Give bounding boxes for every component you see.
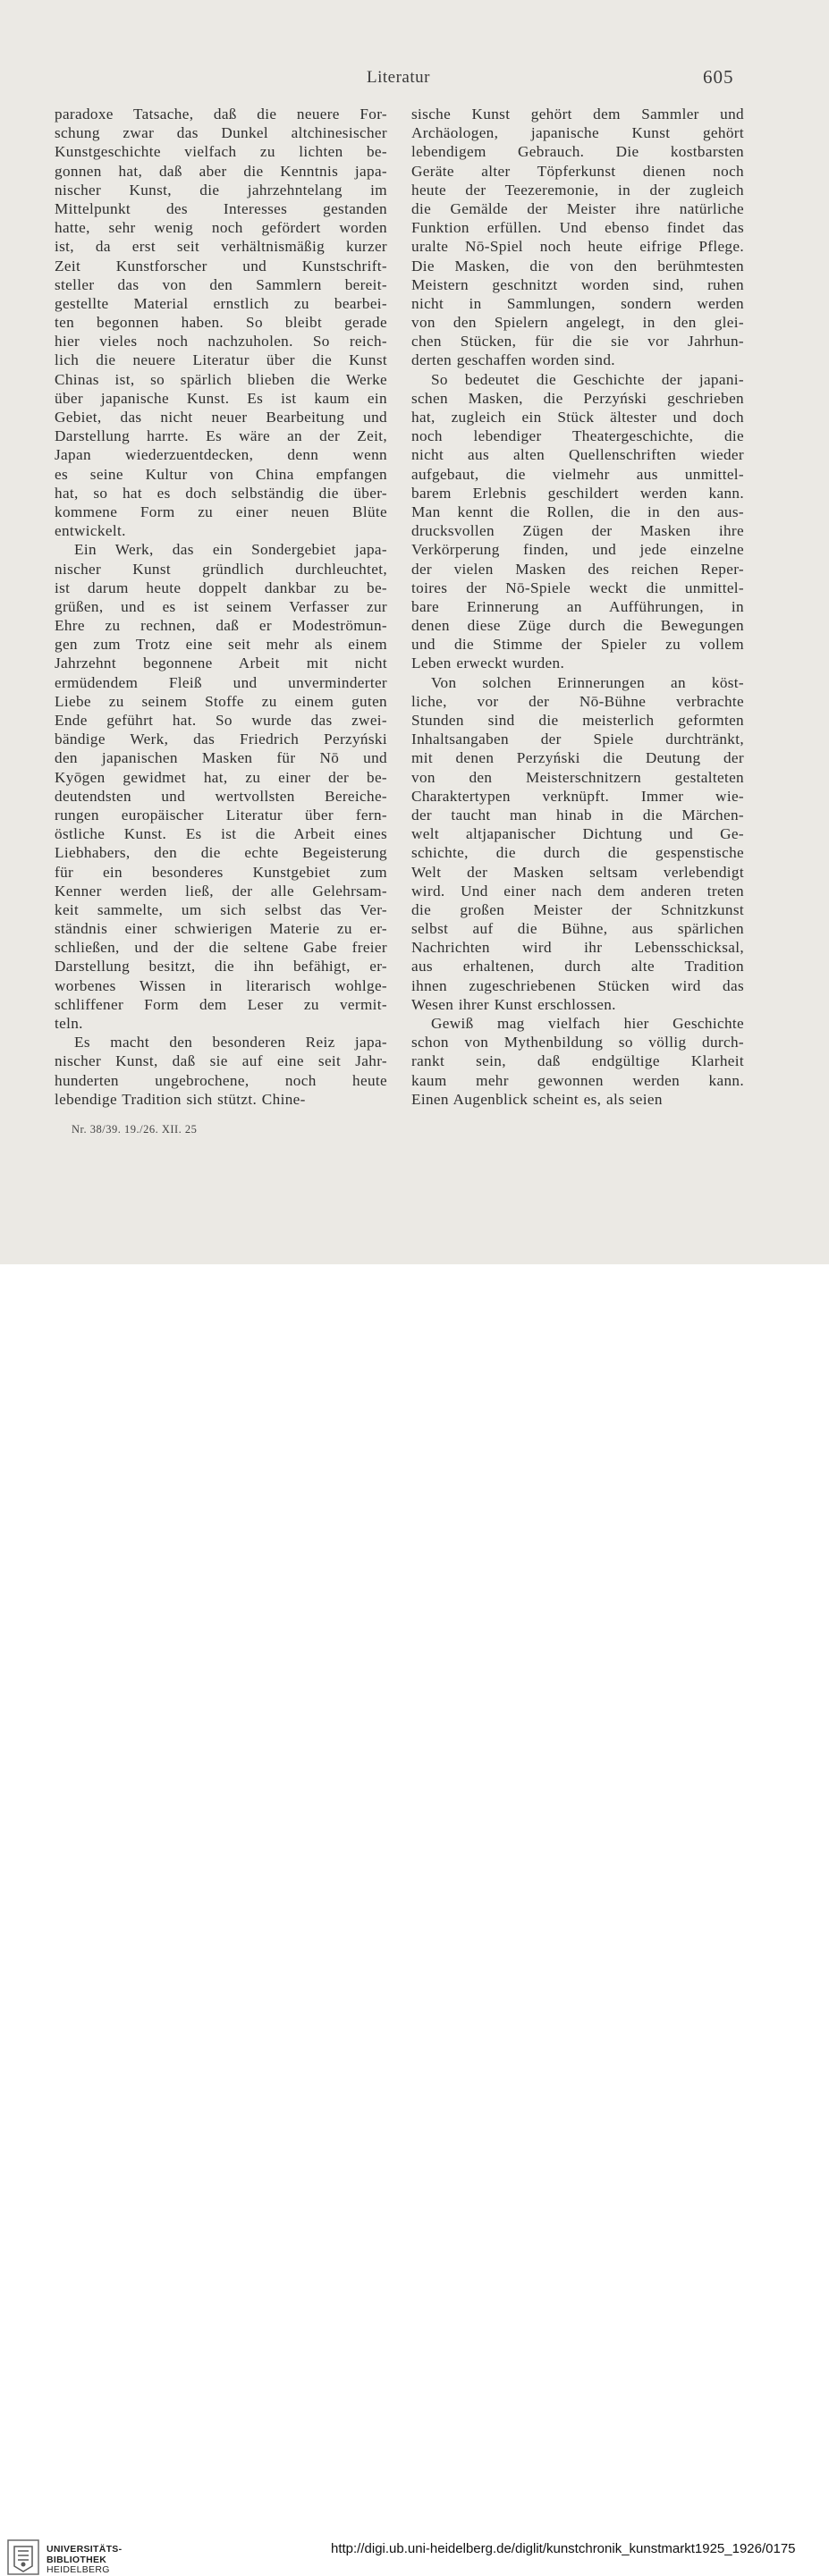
- text-line: noch lebendiger Theatergeschichte, die: [411, 427, 744, 445]
- scanned-page: [0, 0, 829, 1264]
- text-line: ten begonnen haben. So bleibt gerade: [55, 314, 387, 332]
- text-line: lich die neuere Literatur über die Kunst: [55, 351, 387, 369]
- text-line: schließen, und der die seltene Gabe freier: [55, 939, 387, 957]
- text-line: nischer Kunst gründlich durchleuchtet,: [55, 560, 387, 578]
- text-line: von den Meisterschnitzern gestalteten: [411, 768, 744, 786]
- text-line: Von solchen Erinnerungen an köst-: [431, 673, 744, 691]
- text-line: Stunden sind die meisterlich geformten: [411, 712, 744, 729]
- text-line: und die Stimme der Spieler zu vollem: [411, 636, 744, 654]
- text-line: So bedeutet die Geschichte der japani-: [431, 370, 744, 388]
- left-text-column: [55, 105, 387, 1109]
- text-line: Ende geführt hat. So wurde das zwei-: [55, 712, 387, 729]
- text-line: Man kennt die Rollen, die in den aus-: [411, 503, 744, 520]
- text-line: kommene Form zu einer neuen Blüte: [55, 503, 387, 520]
- text-line: entwickelt.: [55, 522, 126, 540]
- text-line: von den Spielern angelegt, in den glei-: [411, 314, 744, 332]
- text-line: nicht aus alten Quellenschriften wieder: [411, 446, 744, 464]
- text-line: Geräte alter Töpferkunst dienen noch: [411, 162, 744, 180]
- text-line: Meistern geschnitzt worden sind, ruhen: [411, 275, 744, 293]
- text-line: der taucht man hinab in die Märchen-: [411, 806, 744, 823]
- text-line: Darstellung harrte. Es wäre an der Zeit,: [55, 427, 387, 445]
- text-line: hier vieles noch nachzuholen. So reich-: [55, 333, 387, 351]
- text-line: bändige Werk, das Friedrich Perzyński: [55, 731, 387, 748]
- text-line: aus erhaltenen, durch alte Tradition: [411, 958, 744, 976]
- text-line: wird. Und einer nach dem anderen treten: [411, 882, 744, 899]
- text-line: östliche Kunst. Es ist die Arbeit eines: [55, 825, 387, 843]
- text-line: es seine Kultur von China empfangen: [55, 465, 387, 483]
- text-line: schen Masken, die Perzyński geschrieben: [411, 389, 744, 407]
- text-line: Japan wiederzuentdecken, denn wenn: [55, 446, 387, 464]
- text-line: ermüdendem Fleiß und unverminderter: [55, 673, 387, 691]
- text-line: keit sammelte, um sich selbst das Ver-: [55, 900, 387, 918]
- text-line: deutendsten und wertvollsten Bereiche-: [55, 787, 387, 805]
- text-line: drucksvollen Zügen der Masken ihre: [411, 522, 744, 540]
- text-line: nischer Kunst, daß sie auf eine seit Jahr-: [55, 1052, 387, 1070]
- text-line: über japanische Kunst. Es ist kaum ein: [55, 389, 387, 407]
- text-line: schung zwar das Dunkel altchinesischer: [55, 124, 387, 142]
- text-line: Gewiß mag vielfach hier Geschichte: [431, 1015, 744, 1032]
- text-line: schon von Mythenbildung so völlig durch-: [411, 1034, 744, 1052]
- print-signature: Nr. 38/39. 19./26. XII. 25: [72, 1123, 198, 1136]
- text-line: Kunstgeschichte vielfach zu lichten be-: [55, 143, 387, 161]
- text-line: heute der Teezeremonie, in der zugleich: [411, 181, 744, 198]
- text-line: Verkörperung finden, und jede einzelne: [411, 541, 744, 559]
- text-line: mit denen Perzyński die Deutung der: [411, 749, 744, 767]
- text-line: paradoxe Tatsache, daß die neuere For-: [55, 106, 387, 122]
- text-line: Nachrichten wird ihr Lebensschicksal,: [411, 939, 744, 957]
- text-line: den japanischen Masken für Nō und: [55, 749, 387, 767]
- text-line: steller das von den Sammlern bereit-: [55, 275, 387, 293]
- text-line: Die Masken, die von den berühmtesten: [411, 257, 744, 274]
- text-line: Es macht den besonderen Reiz japa-: [74, 1034, 387, 1052]
- text-line: Welt der Masken seltsam verlebendigt: [411, 863, 744, 881]
- text-line: liche, vor der Nō-Bühne verbrachte: [411, 692, 744, 710]
- text-line: Kenner werden ließ, der alle Gelehrsam-: [55, 882, 387, 899]
- text-line: sische Kunst gehört dem Sammler und: [411, 106, 744, 122]
- text-line: gen zum Trotz eine seit mehr als einem: [55, 636, 387, 654]
- text-line: Darstellung besitzt, die ihn befähigt, er-: [55, 958, 387, 976]
- text-line: ständnis einer schwierigen Materie zu er-: [55, 920, 387, 938]
- text-line: hatte, sehr wenig noch gefördert worden: [55, 219, 387, 237]
- text-line: hat, so hat es doch selbständig die über-: [55, 484, 387, 502]
- text-line: chen Stücken, für die sie vor Jahrhun-: [411, 333, 744, 351]
- text-line: Kyōgen gewidmet hat, zu einer der be-: [55, 768, 387, 786]
- text-line: aufgebaut, die vielmehr aus unmittel-: [411, 465, 744, 483]
- text-line: Chinas ist, so spärlich blieben die Werke: [55, 370, 387, 388]
- text-line: Leben erweckt wurden.: [411, 655, 565, 672]
- text-line: Jahrzehnt begonnene Arbeit mit nicht: [55, 655, 387, 672]
- text-line: der vielen Masken des reichen Reper-: [411, 560, 744, 578]
- text-line: derten geschaffen worden sind.: [411, 351, 615, 369]
- text-line: Liebe zu seinem Stoffe zu einem guten: [55, 692, 387, 710]
- text-line: grüßen, und es ist seinem Verfasser zur: [55, 597, 387, 615]
- permalink-url[interactable]: http://digi.ub.uni-heidelberg.de/diglit/kunstchronik_kunstmarkt1925_1926/0175: [331, 2541, 796, 2556]
- text-line: für ein besonderes Kunstgebiet zum: [55, 863, 387, 881]
- right-text-column: [411, 105, 744, 1109]
- text-line: Charaktertypen verknüpft. Immer wie-: [411, 787, 744, 805]
- library-name-line1: UNIVERSITÄTS-: [47, 2544, 123, 2555]
- text-line: toires der Nō-Spiele weckt die unmittel-: [411, 579, 744, 596]
- text-line: barem Erlebnis geschildert werden kann.: [411, 484, 744, 502]
- library-name-line2: BIBLIOTHEK: [47, 2554, 107, 2565]
- text-line: Liebhabers, den die echte Begeisterung: [55, 844, 387, 862]
- text-line: hunderten ungebrochene, noch heute: [55, 1071, 387, 1089]
- university-seal-icon: [7, 2539, 39, 2575]
- text-line: ist darum heute doppelt dankbar zu be-: [55, 579, 387, 596]
- text-line: kaum mehr gewonnen werden kann.: [411, 1071, 744, 1089]
- text-line: uralte Nō-Spiel noch heute eifrige Pflege.: [411, 238, 744, 256]
- text-line: teln.: [55, 1015, 83, 1032]
- text-line: denen diese Züge durch die Bewegungen: [411, 617, 744, 635]
- text-line: Inhaltsangaben der Spiele durchtränkt,: [411, 731, 744, 748]
- text-line: lebendige Tradition sich stützt. Chine-: [55, 1090, 306, 1108]
- text-line: die Gemälde der Meister ihre natürliche: [411, 199, 744, 217]
- text-line: worbenes Wissen in literarisch wohlge-: [55, 976, 387, 994]
- text-line: gestellte Material ernstlich zu bearbei-: [55, 294, 387, 312]
- text-line: Ehre zu rechnen, daß er Modeströmun-: [55, 617, 387, 635]
- text-line: schliffener Form dem Leser zu vermit-: [55, 995, 387, 1013]
- text-line: welt altjapanischer Dichtung und Ge-: [411, 825, 744, 843]
- text-line: lebendigem Gebrauch. Die kostbarsten: [411, 143, 744, 161]
- library-name-line3: HEIDELBERG: [47, 2564, 110, 2575]
- text-line: Ein Werk, das ein Sondergebiet japa-: [74, 541, 387, 559]
- text-line: Wesen ihrer Kunst erschlossen.: [411, 995, 616, 1013]
- text-line: Funktion erfüllen. Und ebenso findet das: [411, 219, 744, 237]
- text-line: ihnen zugeschriebenen Stücken wird das: [411, 976, 744, 994]
- text-line: die großen Meister der Schnitzkunst: [411, 900, 744, 918]
- text-line: rankt sein, daß endgültige Klarheit: [411, 1052, 744, 1070]
- text-line: ist, da erst seit verhältnismäßig kurzer: [55, 238, 387, 256]
- viewer-footer: [0, 1264, 829, 2575]
- text-line: bare Erinnerung an Aufführungen, in: [411, 597, 744, 615]
- text-line: selbst auf die Bühne, aus spärlichen: [411, 920, 744, 938]
- text-line: nischer Kunst, die jahrzehntelang im: [55, 181, 387, 198]
- text-line: nicht in Sammlungen, sondern werden: [411, 294, 744, 312]
- page-number: 605: [703, 66, 734, 88]
- text-line: Archäologen, japanische Kunst gehört: [411, 124, 744, 142]
- text-line: Mittelpunkt des Interesses gestanden: [55, 199, 387, 217]
- text-line: Gebiet, das nicht neuer Bearbeitung und: [55, 409, 387, 426]
- text-line: hat, zugleich ein Stück ältester und doch: [411, 409, 744, 426]
- running-head-title: Literatur: [367, 68, 430, 87]
- text-line: rungen europäischer Literatur über fern-: [55, 806, 387, 823]
- text-line: gonnen hat, daß aber die Kenntnis japa-: [55, 162, 387, 180]
- library-name: [47, 2545, 122, 2576]
- text-line: Zeit Kunstforscher und Kunstschrift-: [55, 257, 387, 274]
- text-line: Einen Augenblick scheint es, als seien: [411, 1090, 663, 1108]
- text-line: schichte, die durch die gespenstische: [411, 844, 744, 862]
